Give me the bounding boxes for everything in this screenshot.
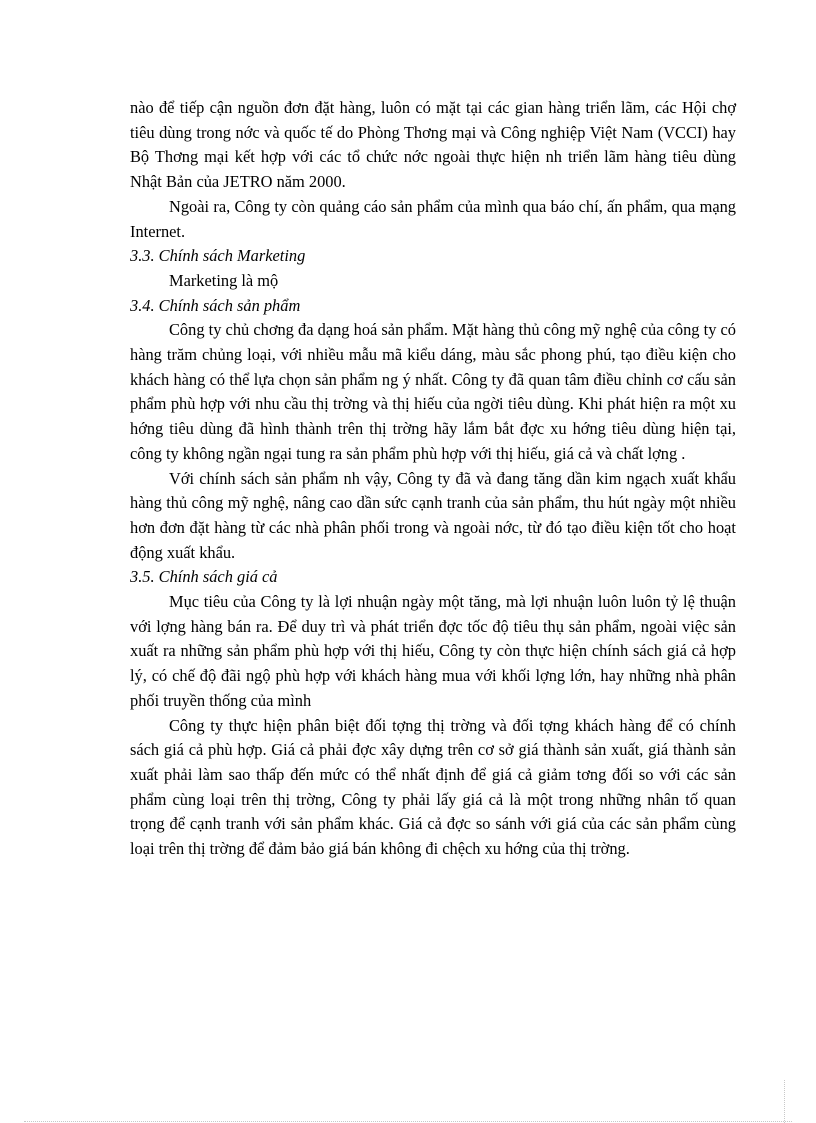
paragraph-product-results: Với chính sách sản phẩm nh vậy, Công ty đã và đang tăng dần kim ngạch xuất khẩu hàng thủ công mỹ nghệ, nâng cao dần sức cạnh tranh của sản phẩm, thu hút ngày một nhiều hơn đơn đặt hàng từ các nhà phân phối trong và ngoài nớc, từ đó tạo điều kiện tốt cho hoạt động xuất khẩu.: [130, 468, 736, 562]
document-body: [130, 96, 736, 862]
heading-marketing-policy: 3.3. Chính sách Marketing: [130, 246, 306, 266]
heading-product-policy: 3.4. Chính sách sản phẩm: [130, 295, 301, 315]
heading-price-policy: 3.5. Chính sách giá cả: [130, 567, 278, 587]
paragraph-price-differentiation: Công ty thực hiện phân biệt đối tợng thị trờng và đối tợng khách hàng để có chính sách giá cả phù hợp. Giá cả phải đợc xây dựng trên cơ sở giá thành sản xuất, giá thành sản xuất phải làm sao thấp đến mức có thể nhất định để giá cả giảm tơng đối so với các sản phẩm cùng loại trên thị trờng, Công ty phải lấy giá cả là một trong những nhân tố quan trọng để cạnh tranh với sản phẩm khác. Giá cả đợc so sánh với giá của các sản phẩm cùng loại trên thị trờng để đảm bảo giá bán không đi chệch xu hớng của thị trờng.: [130, 715, 736, 859]
paragraph-product-diversification: Công ty chủ chơng đa dạng hoá sản phẩm. Mặt hàng thủ công mỹ nghệ của công ty có hàng trăm chủng loại, với nhiều mẫu mã kiểu dáng, màu sắc phong phú, tạo điều kiện cho khách hàng có thể lựa chọn sản phẩm ng ý nhất. Công ty đã quan tâm điều chỉnh cơ cấu sản phẩm phù hợp với nhu cầu thị trờng và thị hiếu của ngời tiêu dùng. Khi phát hiện ra một xu hớng tiêu dùng đã hình thành trên thị trờng hãy lắm bắt đợc xu hớng tiêu dùng hiện tại, công ty không ngần ngại tung ra sản phẩm phù hợp với thị hiếu, giá cả và chất lợng .: [130, 320, 736, 463]
paragraph-price-goal: Mục tiêu của Công ty là lợi nhuận ngày một tăng, mà lợi nhuận luôn luôn tỷ lệ thuận với lợng hàng bán ra. Để duy trì và phát triển đợc tốc độ tiêu thụ sản phẩm, ngoài việc sản xuất ra những sản phẩm phù hợp với thị hiếu, Công ty còn thực hiện chính sách giá cả hợp lý, có chế độ đãi ngộ phù hợp với khách hàng mua với khối lợng lớn, hay những nhà phân phối truyền thống của mình: [130, 592, 736, 710]
paragraph-advertising: Ngoài ra, Công ty còn quảng cáo sản phẩm của mình qua báo chí, ấn phẩm, qua mạng Internet.: [130, 196, 736, 241]
page-side-rule: [784, 1080, 785, 1123]
page-bottom-rule: [24, 1121, 792, 1122]
paragraph-exhibitions: nào để tiếp cận nguồn đơn đặt hàng, luôn có mặt tại các gian hàng triển lãm, các Hội chợ tiêu dùng trong nớc và quốc tế do Phòng Thơng mại và Công nghiệp Việt Nam (VCCI) hay Bộ Thơng mại kết hợp với các tổ chức nớc ngoài thực hiện nh triển lãm hàng tiêu dùng Nhật Bản của JETRO năm 2000.: [130, 98, 736, 192]
paragraph-marketing: Marketing là mộ: [169, 270, 279, 290]
